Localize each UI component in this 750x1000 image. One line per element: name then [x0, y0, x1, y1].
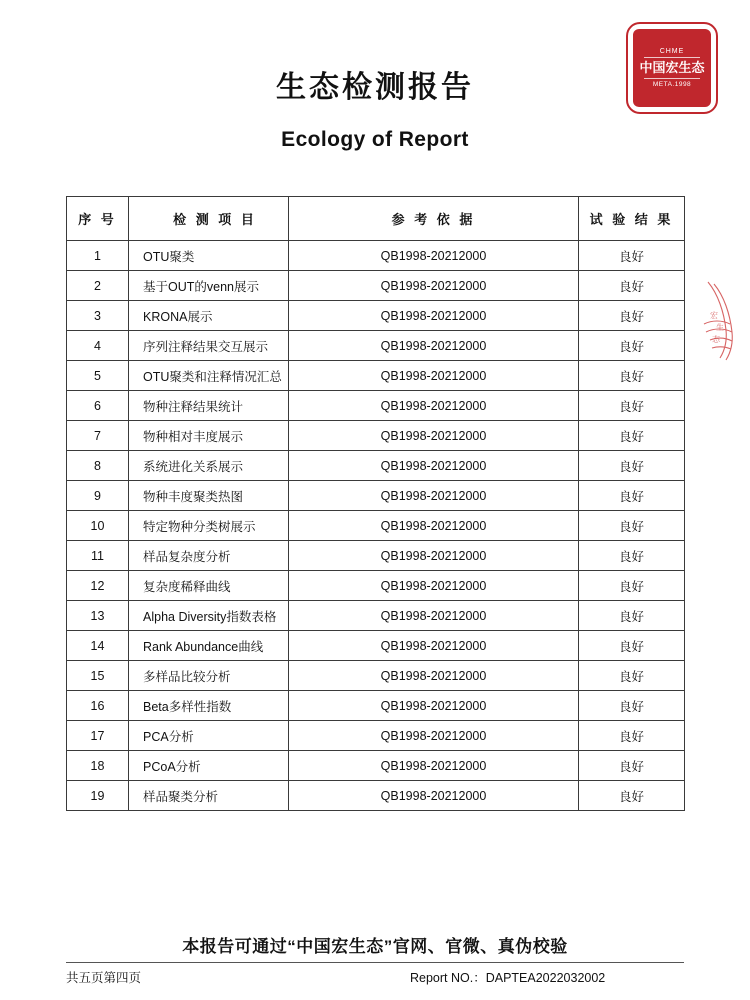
cell-ref: QB1998-20212000	[289, 241, 579, 271]
cell-item: 物种注释结果统计	[129, 391, 289, 421]
cell-no: 10	[67, 511, 129, 541]
table-row	[67, 301, 685, 331]
cell-result: 良好	[579, 661, 685, 691]
cell-no: 3	[67, 301, 129, 331]
table-row	[67, 421, 685, 451]
cell-no: 16	[67, 691, 129, 721]
table-header	[67, 197, 685, 241]
cell-item: 序列注释结果交互展示	[129, 331, 289, 361]
cell-no: 12	[67, 571, 129, 601]
cell-item: OTU聚类和注释情况汇总	[129, 361, 289, 391]
table-row	[67, 331, 685, 361]
cell-no: 8	[67, 451, 129, 481]
cell-item: OTU聚类	[129, 241, 289, 271]
cell-ref: QB1998-20212000	[289, 661, 579, 691]
cell-result: 良好	[579, 781, 685, 811]
cell-no: 4	[67, 331, 129, 361]
header-ref: 参 考 依 据	[289, 197, 579, 241]
cell-ref: QB1998-20212000	[289, 541, 579, 571]
report-number: Report NO.：DAPTEA2022032002	[410, 971, 606, 985]
table-row	[67, 541, 685, 571]
red-seal-imprint	[698, 278, 744, 364]
cell-ref: QB1998-20212000	[289, 391, 579, 421]
cell-item: 基于OUT的venn展示	[129, 271, 289, 301]
cell-result: 良好	[579, 541, 685, 571]
cell-ref: QB1998-20212000	[289, 451, 579, 481]
cell-item: 样品复杂度分析	[129, 541, 289, 571]
cell-no: 19	[67, 781, 129, 811]
cell-item: Beta多样性指数	[129, 691, 289, 721]
table-row	[67, 451, 685, 481]
cell-ref: QB1998-20212000	[289, 511, 579, 541]
cell-result: 良好	[579, 511, 685, 541]
cell-no: 6	[67, 391, 129, 421]
cell-ref: QB1998-20212000	[289, 691, 579, 721]
table-row	[67, 481, 685, 511]
cell-ref: QB1998-20212000	[289, 751, 579, 781]
table-row	[67, 571, 685, 601]
cell-item: 多样品比较分析	[129, 661, 289, 691]
cell-result: 良好	[579, 271, 685, 301]
cell-ref: QB1998-20212000	[289, 331, 579, 361]
cell-ref: QB1998-20212000	[289, 481, 579, 511]
cell-result: 良好	[579, 421, 685, 451]
cell-item: PCA分析	[129, 721, 289, 751]
table-row	[67, 751, 685, 781]
table-body	[67, 241, 685, 811]
svg-text:宏: 宏	[710, 311, 718, 320]
cell-item: 特定物种分类树展示	[129, 511, 289, 541]
cell-result: 良好	[579, 361, 685, 391]
cell-result: 良好	[579, 631, 685, 661]
page-indicator: 共五页第四页	[66, 971, 142, 985]
cell-result: 良好	[579, 241, 685, 271]
cell-ref: QB1998-20212000	[289, 721, 579, 751]
logo-inner	[633, 29, 711, 107]
cell-item: 样品聚类分析	[129, 781, 289, 811]
cell-result: 良好	[579, 571, 685, 601]
cell-ref: QB1998-20212000	[289, 571, 579, 601]
cell-result: 良好	[579, 481, 685, 511]
cell-ref: QB1998-20212000	[289, 421, 579, 451]
svg-text:态: 态	[712, 335, 720, 344]
cell-ref: QB1998-20212000	[289, 301, 579, 331]
cell-item: Alpha Diversity指数表格	[129, 601, 289, 631]
cell-result: 良好	[579, 451, 685, 481]
cell-item: 系统进化关系展示	[129, 451, 289, 481]
table-row	[67, 631, 685, 661]
table-row	[67, 361, 685, 391]
cell-ref: QB1998-20212000	[289, 271, 579, 301]
cell-item: Rank Abundance曲线	[129, 631, 289, 661]
cell-ref: QB1998-20212000	[289, 781, 579, 811]
logo-main-text: 中国宏生态	[639, 59, 705, 75]
cell-no: 13	[67, 601, 129, 631]
cell-item: PCoA分析	[129, 751, 289, 781]
table-row	[67, 721, 685, 751]
cell-item: 物种丰度聚类热图	[129, 481, 289, 511]
page-title-en: Ecology of Report	[281, 128, 469, 151]
cell-result: 良好	[579, 331, 685, 361]
report-table-wrapper	[66, 196, 684, 811]
cell-ref: QB1998-20212000	[289, 601, 579, 631]
cell-ref: QB1998-20212000	[289, 361, 579, 391]
cell-ref: QB1998-20212000	[289, 631, 579, 661]
cell-no: 5	[67, 361, 129, 391]
cell-no: 14	[67, 631, 129, 661]
cell-no: 9	[67, 481, 129, 511]
table-row	[67, 781, 685, 811]
table-row	[67, 391, 685, 421]
table-row	[67, 601, 685, 631]
report-table	[66, 196, 685, 811]
table-header-row	[67, 197, 685, 241]
logo-top-text: CHME	[644, 48, 700, 58]
table-row	[67, 241, 685, 271]
cell-result: 良好	[579, 601, 685, 631]
header-no: 序 号	[67, 197, 129, 241]
footer-note: 本报告可通过“中国宏生态”官网、官微、真伪校验	[182, 937, 568, 956]
page-title-cn: 生态检测报告	[276, 71, 474, 104]
cell-item: KRONA展示	[129, 301, 289, 331]
table-row	[67, 271, 685, 301]
cell-item: 物种相对丰度展示	[129, 421, 289, 451]
table-row	[67, 661, 685, 691]
logo-bottom-text: META.1998	[644, 78, 700, 88]
cell-no: 1	[67, 241, 129, 271]
svg-text:生: 生	[716, 323, 724, 332]
cell-result: 良好	[579, 751, 685, 781]
cell-no: 2	[67, 271, 129, 301]
footer-divider	[66, 962, 684, 963]
cell-no: 15	[67, 661, 129, 691]
cell-result: 良好	[579, 691, 685, 721]
header-result: 试 验 结 果	[579, 197, 685, 241]
cell-result: 良好	[579, 301, 685, 331]
cell-no: 7	[67, 421, 129, 451]
cell-no: 11	[67, 541, 129, 571]
table-row	[67, 691, 685, 721]
cell-result: 良好	[579, 721, 685, 751]
table-row	[67, 511, 685, 541]
cell-result: 良好	[579, 391, 685, 421]
header-item: 检 测 项 目	[129, 197, 289, 241]
cell-no: 17	[67, 721, 129, 751]
cell-item: 复杂度稀释曲线	[129, 571, 289, 601]
company-logo	[626, 22, 718, 114]
cell-no: 18	[67, 751, 129, 781]
